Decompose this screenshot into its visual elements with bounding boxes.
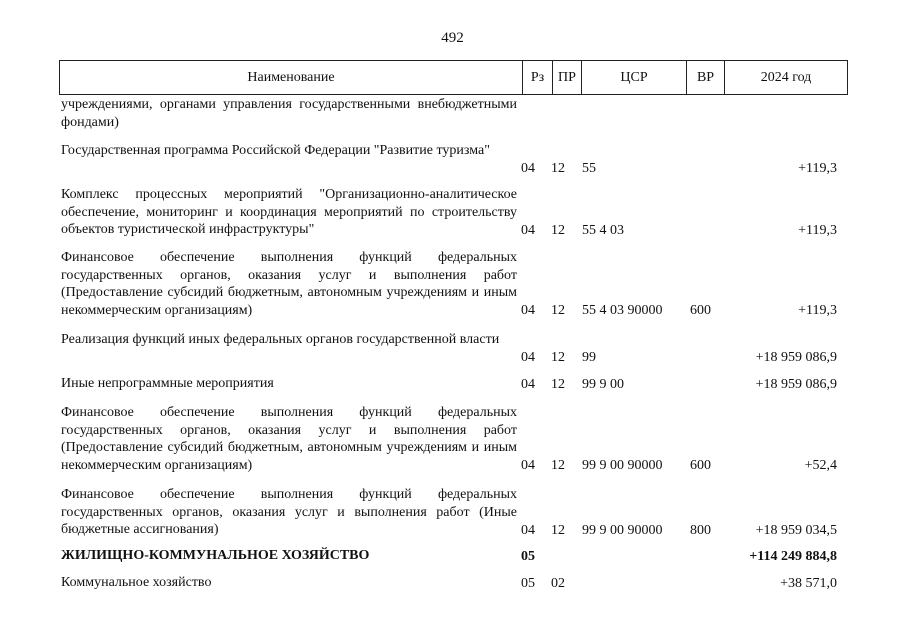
row-pr: 12 [551,222,565,238]
column-header-pr: ПР [552,61,581,94]
column-header-year: 2024 год [724,61,847,94]
table-row [0,574,905,592]
row-amount: +18 959 086,9 [755,349,837,365]
column-header-csr: ЦСР [581,61,686,94]
table-row [0,404,905,474]
row-name: Финансовое обеспечение выполнения функций федеральных государственных органов, оказания услуг и выполнения работ (Иные бюджетные ассигнования) [61,487,517,537]
row-rz: 05 [521,575,535,591]
row-name: Коммунальное хозяйство [61,575,212,590]
row-name: ЖИЛИЩНО-КОММУНАЛЬНОЕ ХОЗЯЙСТВО [61,548,370,563]
table-row [0,249,905,319]
row-csr: 55 [582,160,596,176]
column-header-vr: ВР [686,61,724,94]
row-rz: 04 [521,222,535,238]
row-rz: 04 [521,349,535,365]
row-amount: +18 959 034,5 [755,522,837,538]
row-vr: 600 [690,457,711,473]
row-pr: 12 [551,160,565,176]
row-vr: 800 [690,522,711,538]
row-pr: 12 [551,457,565,473]
row-pr: 12 [551,349,565,365]
row-amount: +114 249 884,8 [749,548,837,564]
row-csr: 99 9 00 [582,376,624,392]
row-csr: 99 9 00 90000 [582,522,663,538]
row-name: Иные непрограммные мероприятия [61,376,274,391]
row-rz: 04 [521,457,535,473]
row-amount: +119,3 [798,302,837,318]
row-amount: +18 959 086,9 [755,376,837,392]
row-name: учреждениями, органами управления государственными внебюджетными фондами) [61,97,517,130]
row-name: Комплекс процессных мероприятий "Организационно-аналитическое обеспечение, мониторинг и координация мероприятий по строительству объектов туристической инфраструктуры" [61,187,517,237]
row-pr: 02 [551,575,565,591]
row-name: Финансовое обеспечение выполнения функций федеральных государственных органов, оказания услуг и выполнения работ (Предоставление субсидий бюджетным, автономным учреждениям и иным некоммерческим организациям) [61,405,517,473]
table-row [0,547,905,565]
row-vr: 600 [690,302,711,318]
row-rz: 04 [521,160,535,176]
row-pr: 12 [551,376,565,392]
table-row [0,96,905,131]
row-rz: 04 [521,522,535,538]
row-csr: 55 4 03 [582,222,624,238]
table-row [0,486,905,539]
row-name: Реализация функций иных федеральных органов государственной власти [61,332,500,347]
row-csr: 99 9 00 90000 [582,457,663,473]
row-rz: 05 [521,548,535,564]
row-pr: 12 [551,302,565,318]
table-row [0,186,905,239]
row-rz: 04 [521,376,535,392]
row-amount: +38 571,0 [780,575,837,591]
column-header-rz: Рз [522,61,552,94]
table-row [0,331,905,366]
row-amount: +119,3 [798,222,837,238]
row-csr: 99 [582,349,596,365]
row-name: Государственная программа Российской Федерации "Развитие туризма" [61,143,490,158]
row-pr: 12 [551,522,565,538]
row-amount: +119,3 [798,160,837,176]
page-number: 492 [441,30,464,46]
row-csr: 55 4 03 90000 [582,302,663,318]
row-name: Финансовое обеспечение выполнения функций федеральных государственных органов, оказания услуг и выполнения работ (Предоставление субсидий бюджетным, автономным учреждениям и иным некоммерческим организациям) [61,250,517,318]
row-amount: +52,4 [804,457,837,473]
column-header-name: Наименование [247,70,335,85]
row-rz: 04 [521,302,535,318]
table-header [59,60,848,95]
table-row [0,142,905,177]
table-row [0,375,905,393]
